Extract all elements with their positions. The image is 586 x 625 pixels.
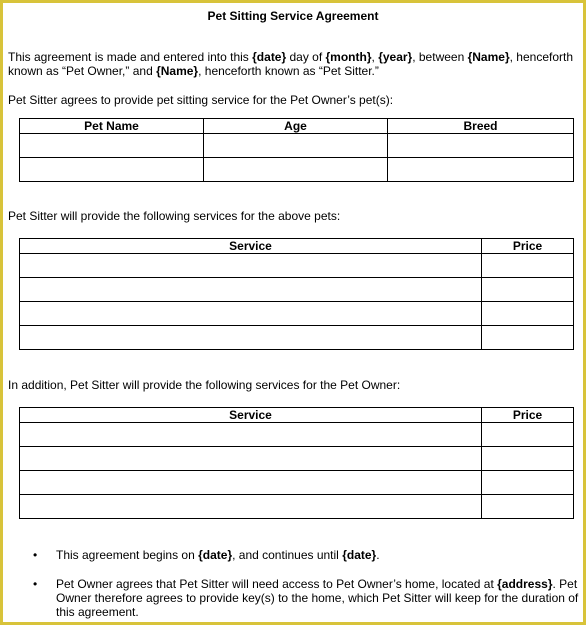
date-placeholder: {date} — [198, 548, 233, 562]
table-row — [20, 134, 574, 158]
table-row — [20, 302, 574, 326]
bullet-text: . — [376, 548, 380, 562]
bullet-item-start-date — [56, 548, 582, 562]
table-cell[interactable] — [482, 254, 574, 278]
service-header: Service — [20, 239, 482, 254]
bullet-text: , and continues until — [232, 548, 343, 562]
intro-text: , henceforth known as “Pet Owner,” and — [8, 50, 573, 78]
table-cell[interactable] — [482, 278, 574, 302]
table-cell[interactable] — [20, 495, 482, 519]
table-cell[interactable] — [204, 134, 388, 158]
intro-text: day of — [286, 50, 326, 64]
table-cell[interactable] — [20, 471, 482, 495]
services-table — [19, 238, 574, 350]
table-cell[interactable] — [204, 158, 388, 182]
table-cell[interactable] — [20, 278, 482, 302]
table-header-row — [20, 239, 574, 254]
table-cell[interactable] — [482, 423, 574, 447]
table-cell[interactable] — [20, 447, 482, 471]
table-row — [20, 447, 574, 471]
table-cell[interactable] — [20, 302, 482, 326]
table-cell[interactable] — [482, 326, 574, 350]
bullet-item-home-access — [56, 577, 582, 619]
bullet-text: . Pet Owner therefore agrees to provide key(s) to the home, which Pet Sitter will keep for the duration of this agreement. — [56, 577, 579, 619]
pet-name-header: Pet Name — [20, 119, 204, 134]
table-cell[interactable] — [482, 302, 574, 326]
intro-text: This agreement is made and entered into this — [8, 50, 253, 64]
table-cell[interactable] — [388, 158, 574, 182]
bullet-text: Pet Owner agrees that Pet Sitter will need access to Pet Owner’s home, located at — [56, 577, 498, 591]
table-cell[interactable] — [482, 447, 574, 471]
owner-name-placeholder: {Name} — [467, 50, 510, 64]
table-row — [20, 423, 574, 447]
services-intro: Pet Sitter will provide the following services for the above pets: — [8, 209, 341, 223]
price-header: Price — [482, 239, 574, 254]
service-header: Service — [20, 408, 482, 423]
date-placeholder: {date} — [252, 50, 287, 64]
table-cell[interactable] — [20, 423, 482, 447]
pets-table — [19, 118, 574, 182]
owner-services-intro: In addition, Pet Sitter will provide the following services for the Pet Owner: — [8, 378, 401, 392]
table-row — [20, 278, 574, 302]
table-row — [20, 158, 574, 182]
table-cell[interactable] — [20, 254, 482, 278]
intro-text: , henceforth known as “Pet Sitter.” — [198, 64, 379, 78]
intro-text: , — [371, 50, 379, 64]
date-placeholder: {date} — [342, 548, 377, 562]
month-placeholder: {month} — [325, 50, 372, 64]
sitter-name-placeholder: {Name} — [156, 64, 199, 78]
table-cell[interactable] — [482, 471, 574, 495]
bullet-icon: • — [33, 577, 38, 591]
table-row — [20, 254, 574, 278]
owner-services-table — [19, 407, 574, 519]
table-cell[interactable] — [20, 326, 482, 350]
table-header-row — [20, 119, 574, 134]
address-placeholder: {address} — [497, 577, 553, 591]
pets-intro: Pet Sitter agrees to provide pet sitting service for the Pet Owner’s pet(s): — [8, 93, 394, 107]
table-row — [20, 326, 574, 350]
table-cell[interactable] — [20, 158, 204, 182]
intro-paragraph — [8, 50, 580, 78]
table-cell[interactable] — [482, 495, 574, 519]
intro-text: , between — [412, 50, 468, 64]
table-row — [20, 495, 574, 519]
bullet-text: This agreement begins on — [56, 548, 199, 562]
year-placeholder: {year} — [378, 50, 413, 64]
breed-header: Breed — [388, 119, 574, 134]
table-header-row — [20, 408, 574, 423]
document-title: Pet Sitting Service Agreement — [207, 9, 379, 23]
price-header: Price — [482, 408, 574, 423]
table-cell[interactable] — [20, 134, 204, 158]
bullet-icon: • — [33, 548, 38, 562]
age-header: Age — [204, 119, 388, 134]
table-cell[interactable] — [388, 134, 574, 158]
table-row — [20, 471, 574, 495]
